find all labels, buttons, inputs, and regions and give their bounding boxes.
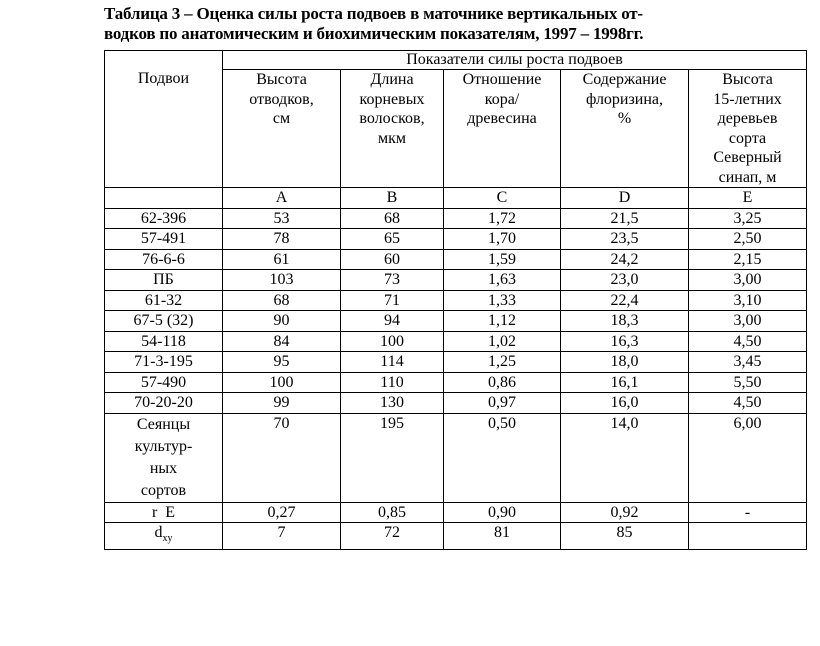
column-header-line: флоризина,	[585, 90, 664, 108]
table-cell: 72	[341, 523, 444, 550]
table-cell: 81	[444, 523, 561, 550]
table-cell: 90	[223, 311, 341, 332]
column-header-line: волосков,	[359, 110, 425, 127]
column-header-line: см	[272, 110, 291, 127]
letter-cell: D	[561, 188, 689, 209]
rootstock-header	[105, 51, 223, 188]
column-header-line: Северный	[713, 149, 782, 166]
rootstock-name: 54-118	[105, 331, 223, 352]
column-header-a	[223, 70, 341, 188]
table-cell: 3,45	[689, 352, 807, 373]
column-header-line: деревьев	[717, 110, 778, 127]
column-header-line: %	[617, 110, 632, 127]
table-cell: 3,10	[689, 290, 807, 311]
rootstock-name: 67-5 (32)	[105, 311, 223, 332]
table-cell: 85	[561, 523, 689, 550]
table-caption	[104, 4, 804, 44]
table-cell: 1,72	[444, 208, 561, 229]
seedlings-row	[105, 413, 807, 502]
table-cell: 0,50	[444, 413, 561, 502]
column-header-line: синап, м	[718, 168, 777, 186]
table-cell: 16,3	[561, 331, 689, 352]
column-header-d	[561, 70, 689, 188]
table-cell: 1,25	[444, 352, 561, 373]
rootstock-name: 71-3-195	[105, 352, 223, 373]
seedlings-label-line: ных	[149, 459, 178, 477]
column-header-line: Содержание	[582, 71, 667, 88]
table-cell: 0,85	[341, 502, 444, 523]
rootstock-name: 61-32	[105, 290, 223, 311]
table-cell: 70	[223, 413, 341, 502]
data-table	[104, 50, 807, 550]
table-cell: 2,15	[689, 249, 807, 270]
table-cell: 18,3	[561, 311, 689, 332]
table-cell: 16,0	[561, 393, 689, 414]
table-cell: 23,5	[561, 229, 689, 250]
dxy-row	[105, 523, 807, 550]
table-cell: 0,27	[223, 502, 341, 523]
letter-cell: В	[341, 188, 444, 209]
column-header-c	[444, 70, 561, 188]
table-cell: 114	[341, 352, 444, 373]
table-cell: 100	[341, 331, 444, 352]
table-row	[105, 393, 807, 414]
data-rows	[105, 208, 807, 413]
dxy-label-base: d	[154, 524, 163, 541]
rootstock-name: 62-396	[105, 208, 223, 229]
correlation-row	[105, 502, 807, 523]
table-cell: 130	[341, 393, 444, 414]
seedlings-label-line: Сеянцы	[136, 415, 191, 433]
table-cell: 16,1	[561, 372, 689, 393]
correlation-label: r E	[105, 502, 223, 523]
table-row	[105, 311, 807, 332]
dxy-label	[105, 523, 223, 550]
dxy-label-sub: xy	[162, 533, 173, 545]
table-cell: 110	[341, 372, 444, 393]
column-header-line: Отношение	[462, 71, 542, 88]
table-cell: 7	[223, 523, 341, 550]
table-cell: 71	[341, 290, 444, 311]
table-cell: 4,50	[689, 331, 807, 352]
rootstock-name: 70-20-20	[105, 393, 223, 414]
table-cell: 1,33	[444, 290, 561, 311]
table-cell: 1,63	[444, 270, 561, 291]
table-cell: 94	[341, 311, 444, 332]
table-cell: 18,0	[561, 352, 689, 373]
seedlings-label	[105, 413, 223, 502]
table-cell: 4,50	[689, 393, 807, 414]
table-cell: 23,0	[561, 270, 689, 291]
table-cell: 3,00	[689, 311, 807, 332]
table-cell: 84	[223, 331, 341, 352]
header-row-group	[105, 51, 807, 70]
column-header-line: древесина	[467, 110, 537, 127]
column-header-line: Высота	[722, 71, 773, 88]
column-header-line: отводков,	[249, 90, 314, 108]
table-cell: 0,92	[561, 502, 689, 523]
table-cell: 1,59	[444, 249, 561, 270]
table-cell: 95	[223, 352, 341, 373]
table-cell: 100	[223, 372, 341, 393]
table-cell: 3,00	[689, 270, 807, 291]
column-header-line: 15-летних	[713, 90, 782, 108]
caption-line-2: водков по анатомическим и биохимическим показателям, 1997 – 1998гг.	[104, 24, 644, 43]
table-cell: 22,4	[561, 290, 689, 311]
table-cell: 3,25	[689, 208, 807, 229]
letter-cell: С	[444, 188, 561, 209]
table-cell: 1,12	[444, 311, 561, 332]
table-cell: 68	[223, 290, 341, 311]
table-row	[105, 229, 807, 250]
table-cell: 24,2	[561, 249, 689, 270]
letter-cell-empty	[105, 188, 223, 209]
group-header: Показатели силы роста подвоев	[223, 51, 807, 70]
table-cell: 2,50	[689, 229, 807, 250]
table-cell	[689, 523, 807, 550]
table-cell: 1,02	[444, 331, 561, 352]
table-cell: 0,90	[444, 502, 561, 523]
table-cell: 0,97	[444, 393, 561, 414]
table-row	[105, 270, 807, 291]
table-row	[105, 249, 807, 270]
rootstock-name: 57-490	[105, 372, 223, 393]
table-cell: 73	[341, 270, 444, 291]
table-row	[105, 372, 807, 393]
table-cell: 68	[341, 208, 444, 229]
table-cell: 6,00	[689, 413, 807, 502]
table-row	[105, 331, 807, 352]
letter-cell: Е	[689, 188, 807, 209]
column-header-line: Высота	[256, 71, 307, 88]
table-cell: 99	[223, 393, 341, 414]
table-cell: 53	[223, 208, 341, 229]
table-row	[105, 208, 807, 229]
table-cell: 78	[223, 229, 341, 250]
column-header-line: кора/	[484, 90, 520, 108]
table-cell: 5,50	[689, 372, 807, 393]
caption-line-1: Таблица 3 – Оценка силы роста подвоев в маточнике вертикальных от-	[104, 4, 643, 23]
table-cell: 14,0	[561, 413, 689, 502]
table-cell: 60	[341, 249, 444, 270]
column-header-line: корневых	[359, 90, 425, 108]
column-header-e	[689, 70, 807, 188]
column-header-line: мкм	[377, 129, 407, 147]
table-cell: 195	[341, 413, 444, 502]
table-cell: 61	[223, 249, 341, 270]
table-row	[105, 290, 807, 311]
seedlings-label-line: культур-	[134, 437, 193, 455]
table-cell: -	[689, 502, 807, 523]
column-header-line: Длина	[370, 71, 414, 88]
column-header-line: сорта	[728, 129, 767, 147]
letter-cell: А	[223, 188, 341, 209]
column-header-b	[341, 70, 444, 188]
table-cell: 21,5	[561, 208, 689, 229]
letter-row	[105, 188, 807, 209]
seedlings-label-line: сортов	[140, 481, 187, 499]
table-row	[105, 352, 807, 373]
rootstock-header-label: Подвои	[137, 70, 190, 87]
rootstock-name: 57-491	[105, 229, 223, 250]
rootstock-name: 76-6-6	[105, 249, 223, 270]
table-cell: 65	[341, 229, 444, 250]
table-cell: 0,86	[444, 372, 561, 393]
table-cell: 103	[223, 270, 341, 291]
rootstock-name: ПБ	[105, 270, 223, 291]
table-cell: 1,70	[444, 229, 561, 250]
